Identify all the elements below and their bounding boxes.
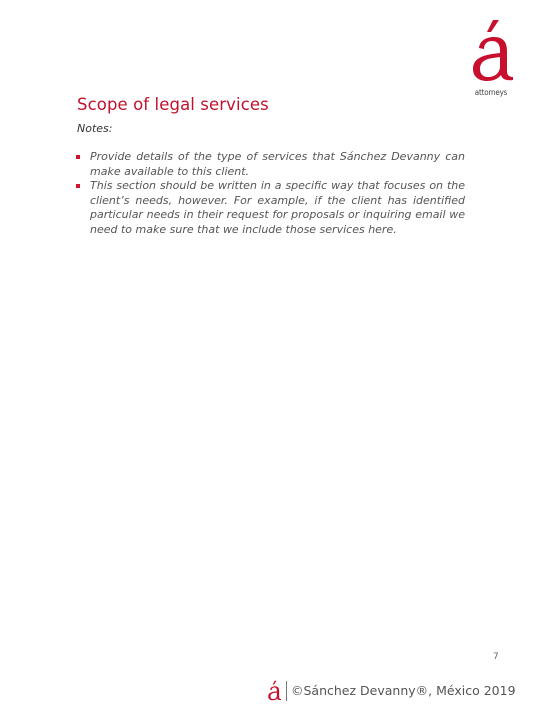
logo-a-acute-icon <box>466 18 516 86</box>
list-item <box>76 179 465 237</box>
footer-copyright: ©Sánchez Devanny®, México 2019 <box>291 683 516 698</box>
notes-list <box>76 150 465 238</box>
list-item <box>76 150 465 179</box>
note-text: Provide details of the type of services that Sánchez Devanny can make available to this client. <box>90 150 465 178</box>
footer-logo-icon <box>266 679 282 703</box>
logo-wordmark: attorneys <box>474 88 508 97</box>
header-logo <box>466 18 516 102</box>
page-title: Scope of legal services <box>77 95 269 114</box>
footer-separator <box>286 681 287 701</box>
page-number: 7 <box>493 652 499 662</box>
note-text: This section should be written in a specific way that focuses on the client’s needs, however. For example, if the client has identified particular needs in their request for proposals or inquiring email we need to make sure that we include those services here. <box>90 179 465 236</box>
notes-label: Notes: <box>77 122 113 135</box>
bullet-marker <box>76 184 80 188</box>
footer <box>266 679 516 703</box>
bullet-marker <box>76 155 80 159</box>
